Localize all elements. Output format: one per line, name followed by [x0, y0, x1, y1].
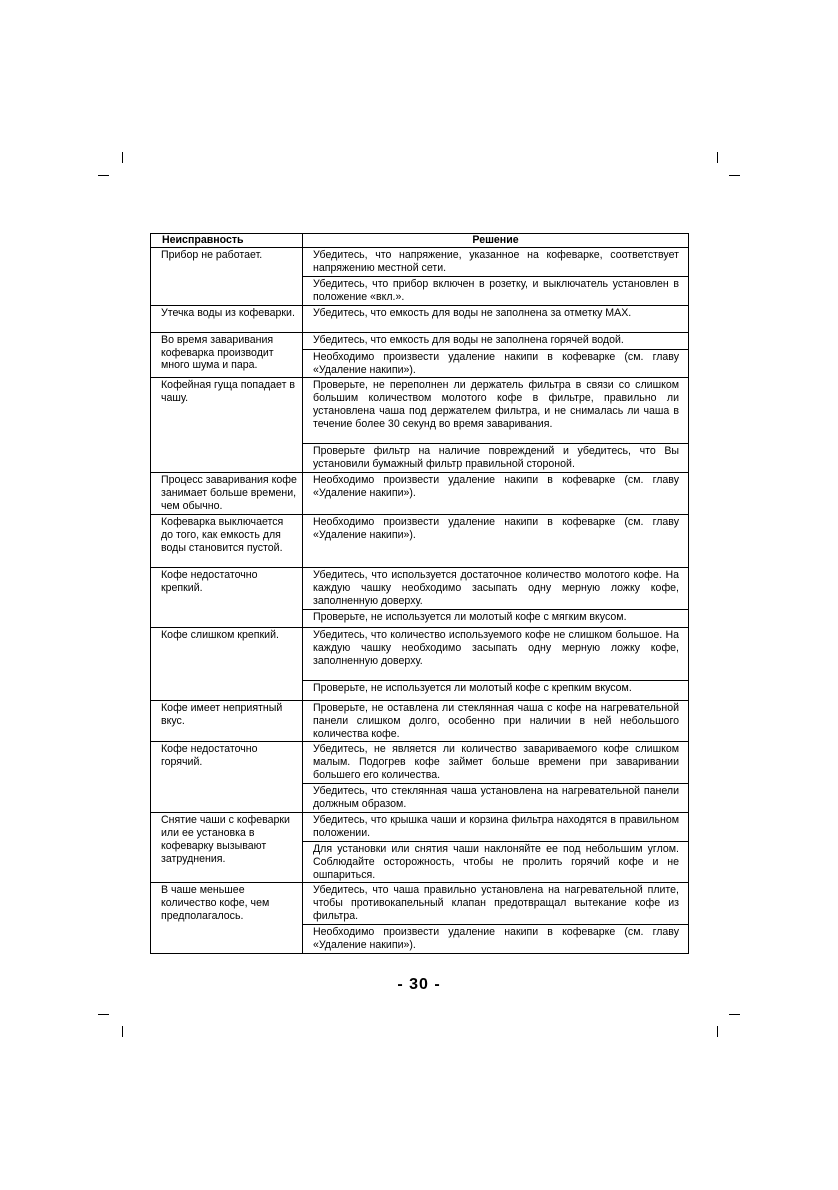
problem-column-header: Неисправность	[151, 234, 303, 248]
problem-cell: Кофе недостаточно горячий.	[151, 742, 303, 813]
solution-cell: Убедитесь, что прибор включен в розетку, и выключатель установлен в положение «вкл.».	[303, 276, 689, 305]
table-row	[151, 378, 689, 444]
solution-cell: Убедитесь, что чаша правильно установлена на нагревательной плите, чтобы противокапельный клапан предотвращал вытекание кофе из фильтра.	[303, 883, 689, 925]
crop-mark	[729, 1014, 740, 1015]
problem-cell: Кофе недостаточно крепкий.	[151, 567, 303, 627]
solution-cell: Проверьте, не переполнен ли держатель фильтра в связи со слишком большим количеством молотого кофе в фильтре, правильно ли установлена чаша под держателем фильтра, и не снималась ли чаша в течение более 30 секунд во время заваривания.	[303, 378, 689, 444]
crop-mark	[122, 152, 123, 163]
table-row	[151, 812, 689, 841]
crop-mark	[98, 175, 109, 176]
crop-mark	[717, 1026, 718, 1037]
solution-cell: Убедитесь, не является ли количество завариваемого кофе слишком малым. Подогрев кофе займет больше времени при заваривании большего его количества.	[303, 742, 689, 784]
solution-column-header: Решение	[303, 234, 689, 248]
problem-cell: Прибор не работает.	[151, 248, 303, 306]
solution-cell: Убедитесь, что количество используемого кофе не слишком большое. На каждую чашку необходимо засыпать одну мерную ложку кофе, заполненную доверху.	[303, 627, 689, 680]
solution-cell: Убедитесь, что емкость для воды не заполнена за отметку MAX.	[303, 305, 689, 332]
problem-cell: Кофейная гуща попадает в чашу.	[151, 378, 303, 473]
problem-cell: Кофе имеет неприятный вкус.	[151, 700, 303, 742]
table-row	[151, 700, 689, 742]
solution-cell: Убедитесь, что крышка чаши и корзина фильтра находятся в правильном положении.	[303, 812, 689, 841]
crop-mark	[122, 1026, 123, 1037]
crop-mark	[717, 152, 718, 163]
solution-cell: Необходимо произвести удаление накипи в кофеварке (см. главу «Удаление накипи»).	[303, 349, 689, 378]
problem-cell: Во время заваривания кофеварка производит много шума и пара.	[151, 332, 303, 378]
solution-cell: Необходимо произвести удаление накипи в кофеварке (см. главу «Удаление накипи»).	[303, 514, 689, 567]
problem-cell: Кофе слишком крепкий.	[151, 627, 303, 700]
solution-cell: Необходимо произвести удаление накипи в кофеварке (см. главу «Удаление накипи»).	[303, 925, 689, 954]
table-row	[151, 473, 689, 515]
table-row	[151, 305, 689, 332]
table-header-row	[151, 234, 689, 248]
solution-cell: Необходимо произвести удаление накипи в кофеварке (см. главу «Удаление накипи»).	[303, 473, 689, 515]
table-row	[151, 627, 689, 680]
page-number: - 30 -	[397, 976, 441, 993]
troubleshooting-table	[150, 233, 689, 954]
table-row	[151, 332, 689, 349]
table-row	[151, 742, 689, 784]
crop-mark	[98, 1014, 109, 1015]
problem-cell: Процесс заваривания кофе занимает больше времени, чем обычно.	[151, 473, 303, 515]
table-row	[151, 514, 689, 567]
solution-cell: Проверьте, не используется ли молотый кофе с мягким вкусом.	[303, 609, 689, 627]
table-body	[151, 248, 689, 954]
crop-mark	[729, 175, 740, 176]
problem-cell: Утечка воды из кофеварки.	[151, 305, 303, 332]
problem-cell: Снятие чаши с кофеварки или ее установка в кофеварку вызывают затруднения.	[151, 812, 303, 883]
solution-cell: Проверьте, не используется ли молотый кофе с крепким вкусом.	[303, 680, 689, 700]
solution-cell: Убедитесь, что используется достаточное количество молотого кофе. На каждую чашку необходимо засыпать одну мерную ложку кофе, заполненную доверху.	[303, 567, 689, 609]
table-row	[151, 248, 689, 277]
table-row	[151, 883, 689, 925]
problem-cell: В чаше меньшее количество кофе, чем предполагалось.	[151, 883, 303, 954]
solution-cell: Проверьте, не оставлена ли стеклянная чаша с кофе на нагревательной панели слишком долго, особенно при наличии в ней небольшого количества кофе.	[303, 700, 689, 742]
solution-cell: Проверьте фильтр на наличие повреждений и убедитесь, что Вы установили бумажный фильтр правильной стороной.	[303, 444, 689, 473]
solution-cell: Убедитесь, что емкость для воды не заполнена горячей водой.	[303, 332, 689, 349]
problem-cell: Кофеварка выключается до того, как емкость для воды становится пустой.	[151, 514, 303, 567]
solution-cell: Убедитесь, что напряжение, указанное на кофеварке, соответствует напряжению местной сети.	[303, 248, 689, 277]
solution-cell: Для установки или снятия чаши наклоняйте ее под небольшим углом. Соблюдайте осторожность, чтобы не пролить горячий кофе и не ошпариться.	[303, 841, 689, 883]
solution-cell: Убедитесь, что стеклянная чаша установлена на нагревательной панели должным образом.	[303, 784, 689, 813]
table-row	[151, 567, 689, 609]
